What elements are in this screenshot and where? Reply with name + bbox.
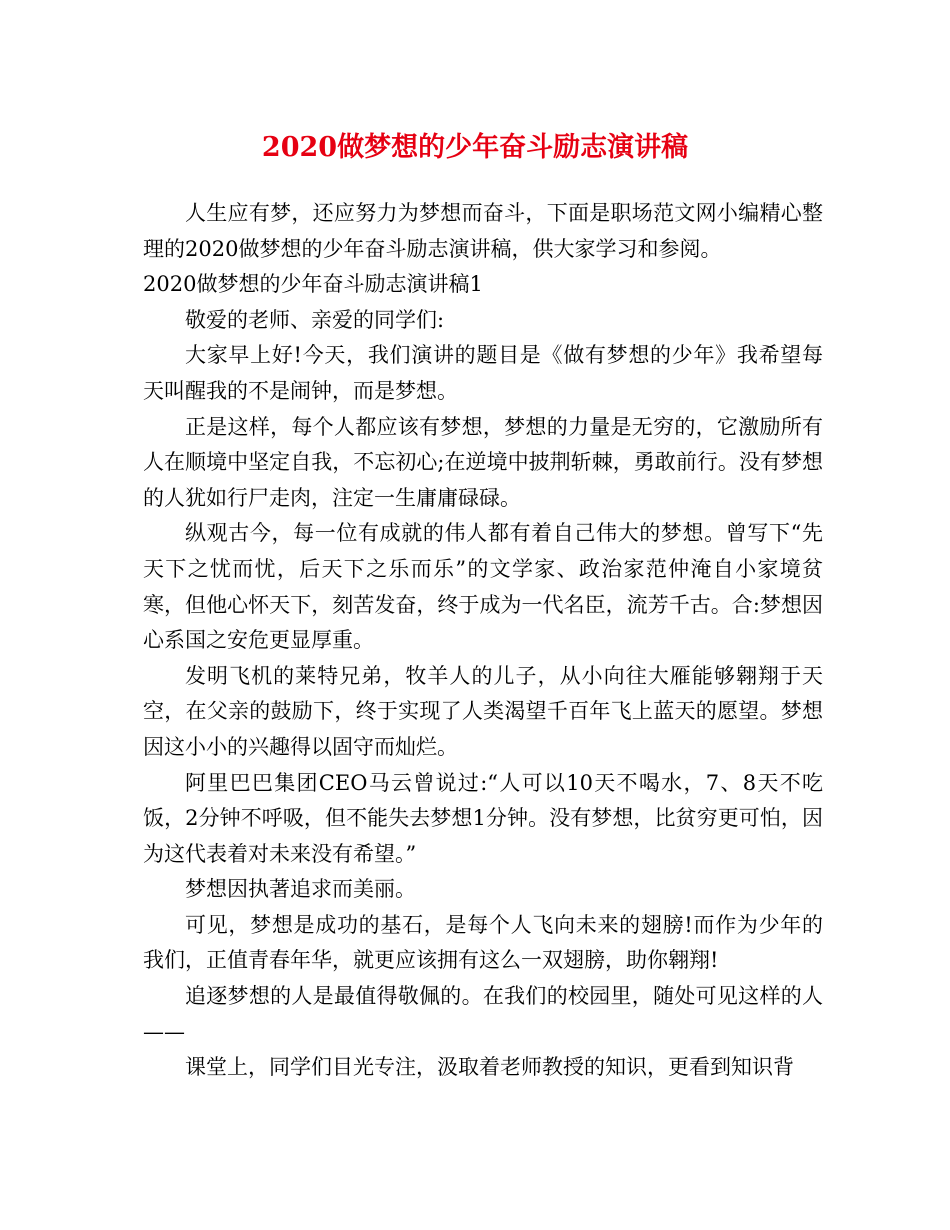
paragraph: 正是这样，每个人都应该有梦想，梦想的力量是无穷的，它激励所有人在顺境中坚定自我，不忘初心;在逆境中披荆斩棘，勇敢前行。没有梦想的人犹如行尸走肉，注定一生庸庸碌碌。 xyxy=(143,414,823,510)
paragraph-intro: 人生应有梦，还应努力为梦想而奋斗，下面是职场范文网小编精心整理的2020做梦想的少年奋斗励志演讲稿，供大家学习和参阅。 xyxy=(143,201,823,261)
paragraph: 追逐梦想的人是最值得敬佩的。在我们的校园里，随处可见这样的人—— xyxy=(143,984,823,1044)
paragraph-subtitle: 2020做梦想的少年奋斗励志演讲稿1 xyxy=(143,272,483,297)
document-body xyxy=(143,196,823,1086)
paragraph: 课堂上，同学们目光专注，汲取着老师教授的知识，更看到知识背 xyxy=(185,1055,794,1080)
paragraph: 梦想因执著追求而美丽。 xyxy=(185,877,416,902)
document-title: 2020做梦想的少年奋斗励志演讲稿 xyxy=(261,132,689,163)
paragraph: 纵观古今，每一位有成就的伟人都有着自己伟大的梦想。曾写下“先天下之忧而忧，后天下之乐而乐”的文学家、政治家范仲淹自小家境贫寒，但他心怀天下，刻苦发奋，终于成为一代名臣，流芳千古。合:梦想因心系国之安危更显厚重。 xyxy=(143,521,823,653)
paragraph: 大家早上好!今天，我们演讲的题目是《做有梦想的少年》我希望每天叫醒我的不是闹钟，而是梦想。 xyxy=(143,343,823,403)
paragraph-greeting: 敬爱的老师、亲爱的同学们: xyxy=(185,307,445,332)
paragraph: 发明飞机的莱特兄弟，牧羊人的儿子，从小向往大雁能够翱翔于天空，在父亲的鼓励下，终于实现了人类渴望千百年飞上蓝天的愿望。梦想因这小小的兴趣得以固守而灿烂。 xyxy=(143,663,823,759)
paragraph: 可见，梦想是成功的基石，是每个人飞向未来的翅膀!而作为少年的我们，正值青春年华，就更应该拥有这么一双翅膀，助你翱翔! xyxy=(143,912,823,973)
paragraph: 阿里巴巴集团CEO马云曾说过:“人可以10天不喝水，7、8天不吃饭，2分钟不呼吸，但不能失去梦想1分钟。没有梦想，比贫穷更可怕，因为这代表着对未来没有希望。” xyxy=(143,770,823,866)
